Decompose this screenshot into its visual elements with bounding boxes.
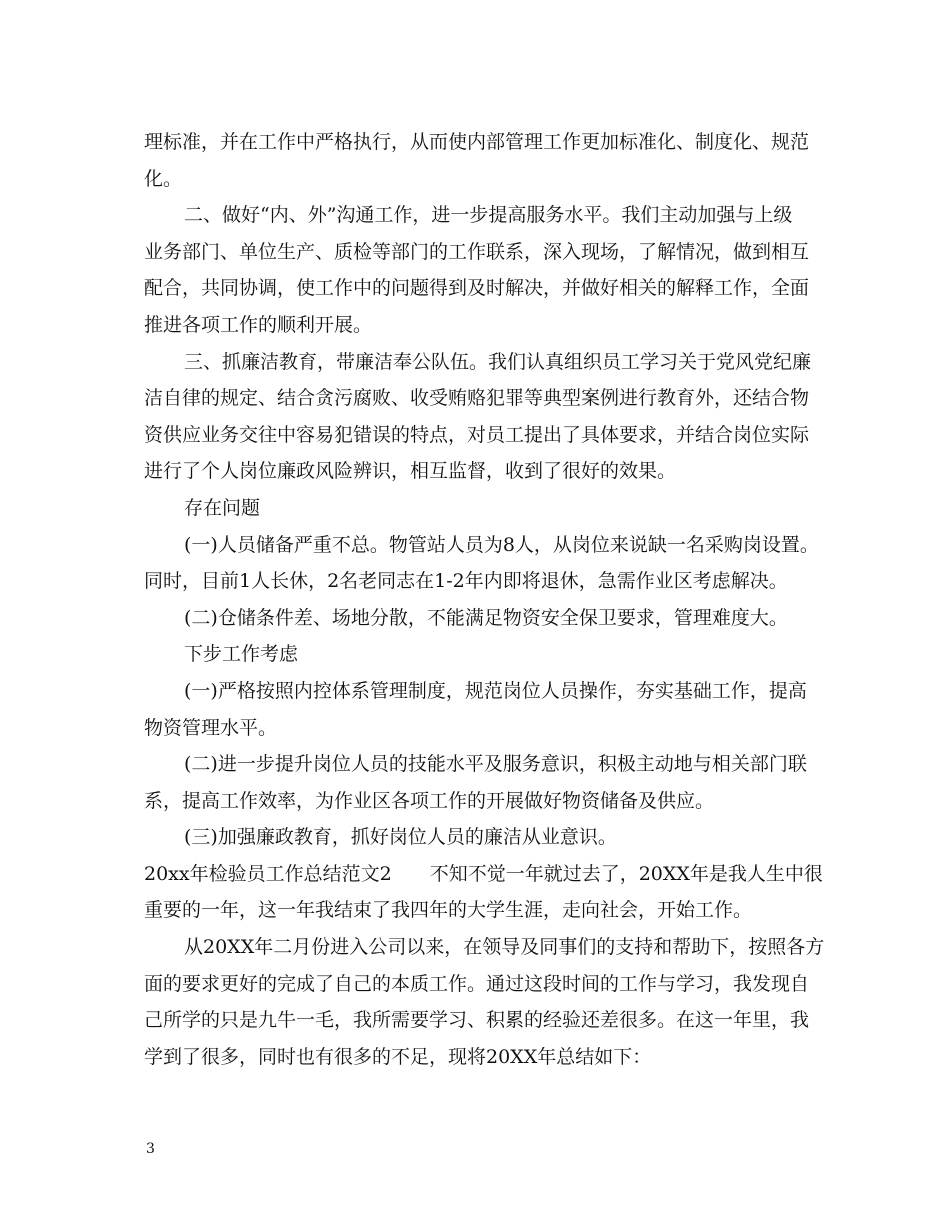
- section-heading: 存在问题: [184, 496, 261, 519]
- text-line: (一)严格按照内控体系管理制度，规范岗位人员操作，夯实基础工作，提高: [184, 679, 807, 702]
- text-line: (二)仓储条件差、场地分散，不能满足物资安全保卫要求，管理难度大。: [184, 606, 788, 629]
- text-line: 配合，共同协调，使工作中的问题得到及时解决，并做好相关的解释工作，全面: [144, 277, 810, 300]
- text-line: 同时，目前1人长休，2名老同志在1-2年内即将退休，急需作业区考虑解决。: [144, 570, 788, 593]
- text-line: 重要的一年，这一年我结束了我四年的大学生涯，走向社会，开始工作。: [144, 899, 753, 922]
- text-line: (二)进一步提升岗位人员的技能水平及服务意识，积极主动地与相关部门联: [184, 753, 807, 776]
- text-line: 资供应业务交往中容易犯错误的特点，对员工提出了具体要求，并结合岗位实际: [144, 423, 810, 446]
- text-line: 二、做好“内、外”沟通工作，进一步提高服务水平。我们主动加强与上级: [184, 204, 793, 227]
- text-line: (一)人员储备严重不总。物管站人员为8人，从岗位来说缺一名采购岗设置。: [184, 533, 819, 556]
- text-line: 从20XX年二月份进入公司以来，在领导及同事们的支持和帮助下，按照各方: [184, 936, 825, 959]
- text-line: 面的要求更好的完成了自己的本质工作。通过这段时间的工作与学习，我发现自: [144, 972, 810, 995]
- text-line: 理标准，并在工作中严格执行，从而使内部管理工作更加标准化、制度化、规范: [144, 131, 810, 153]
- document-body: [144, 124, 825, 1075]
- text-line: 三、抓廉洁教育，带廉洁奉公队伍。我们认真组织员工学习关于党风党纪廉: [184, 350, 812, 373]
- page-number: 3: [146, 1141, 155, 1157]
- text-line: 学到了很多，同时也有很多的不足，现将20XX年总结如下：: [144, 1045, 652, 1068]
- text-line: 化。: [144, 167, 183, 190]
- text-line: 物资管理水平。: [144, 716, 278, 739]
- section-heading: 下步工作考虑: [184, 643, 299, 666]
- text-line: 系，提高工作效率，为作业区各项工作的开展做好物资储备及供应。: [144, 789, 715, 812]
- text-line: 20xx年检验员工作总结范文2 不知不觉一年就过去了，20XX年是我人生中很: [144, 862, 823, 885]
- text-line: 业务部门、单位生产、质检等部门的工作联系，深入现场，了解情况，做到相互: [144, 240, 810, 263]
- text-line: 推进各项工作的顺利开展。: [144, 313, 373, 336]
- text-line: (三)加强廉政教育，抓好岗位人员的廉洁从业意识。: [184, 826, 617, 849]
- text-line: 己所学的只是九牛一毛，我所需要学习、积累的经验还差很多。在这一年里，我: [144, 1009, 810, 1032]
- text-line: 洁自律的规定、结合贪污腐败、收受贿赂犯罪等典型案例进行教育外，还结合物: [144, 387, 810, 410]
- text-line: 进行了个人岗位廉政风险辨识，相互监督，收到了很好的效果。: [144, 460, 677, 483]
